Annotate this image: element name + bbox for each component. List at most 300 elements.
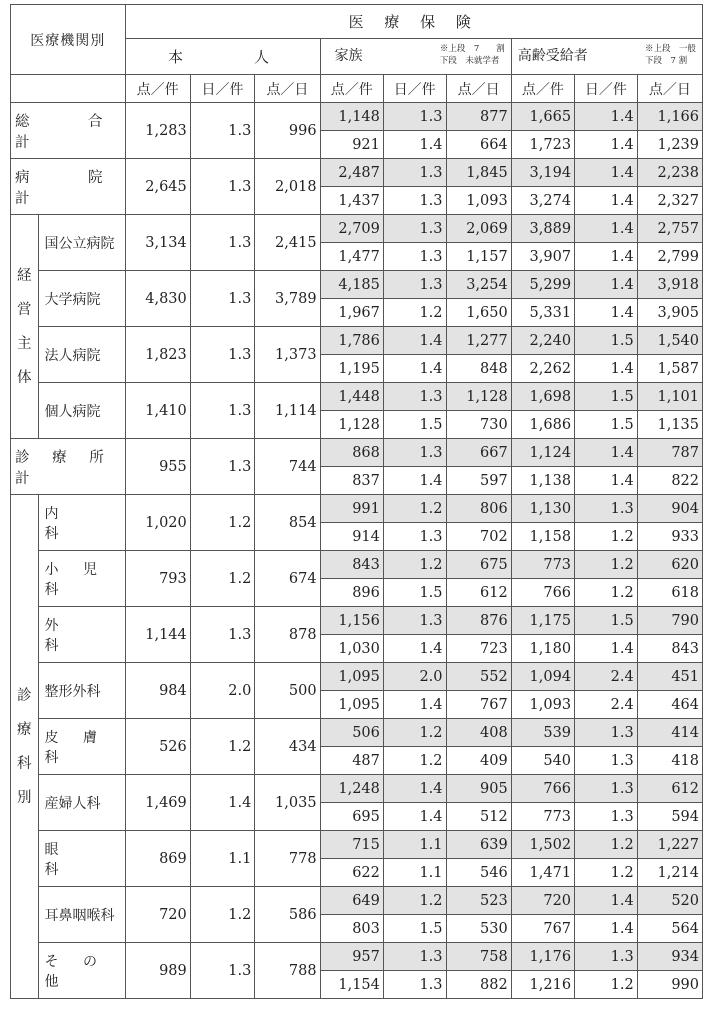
upper-value: 1.2 [383, 495, 446, 523]
lower-value: 1,471 [511, 859, 574, 887]
lower-value: 848 [446, 355, 511, 383]
koreisha-note-line2: 下段 7 割 [644, 56, 688, 66]
lower-value: 990 [637, 971, 702, 999]
upper-value: 2,069 [446, 215, 511, 243]
header-medical-insurance: 医 療 保 険 [125, 5, 702, 39]
lower-value: 1.2 [575, 859, 638, 887]
upper-value: 3,254 [446, 271, 511, 299]
lower-value: 1.3 [383, 971, 446, 999]
unit-header-cell: 日／件 [190, 75, 255, 103]
upper-value: 2,709 [320, 215, 383, 243]
upper-value: 1.3 [383, 943, 446, 971]
table-row [11, 663, 703, 691]
lower-value: 1.2 [383, 299, 446, 327]
row-label: 個人病院 [38, 383, 125, 439]
lower-value: 723 [446, 635, 511, 663]
honnin-value: 778 [255, 831, 320, 887]
row-label: 小 児 科 [38, 551, 125, 607]
upper-value: 1,166 [637, 103, 702, 131]
lower-value: 1,128 [320, 411, 383, 439]
lower-value: 695 [320, 803, 383, 831]
table-row [11, 103, 703, 131]
honnin-value: 1.3 [190, 159, 255, 215]
honnin-value: 2,645 [125, 159, 190, 215]
lower-value: 1.2 [383, 747, 446, 775]
lower-value: 512 [446, 803, 511, 831]
upper-value: 1,448 [320, 383, 383, 411]
lower-value: 1,195 [320, 355, 383, 383]
lower-value: 594 [637, 803, 702, 831]
honnin-value: 2,415 [255, 215, 320, 271]
upper-value: 1.3 [383, 215, 446, 243]
lower-value: 1,216 [511, 971, 574, 999]
lower-value: 1.3 [383, 523, 446, 551]
group-char: 営 [17, 301, 32, 318]
lower-value: 1.4 [383, 635, 446, 663]
upper-value: 2,487 [320, 159, 383, 187]
row-label: 法人病院 [38, 327, 125, 383]
upper-value: 552 [446, 663, 511, 691]
header-honnin: 本 人 [125, 39, 320, 75]
honnin-value: 2.0 [190, 663, 255, 719]
upper-value: 1.3 [575, 775, 638, 803]
group-char: 主 [17, 335, 32, 352]
row-label: 国公立病院 [38, 215, 125, 271]
upper-value: 1.4 [383, 775, 446, 803]
lower-value: 1.4 [575, 243, 638, 271]
group-char: 療 [17, 721, 32, 738]
unit-header-cell: 日／件 [575, 75, 638, 103]
honnin-value: 1,020 [125, 495, 190, 551]
upper-value: 4,185 [320, 271, 383, 299]
table-row [11, 159, 703, 187]
table-row [11, 719, 703, 747]
upper-value: 1.4 [575, 271, 638, 299]
lower-value: 702 [446, 523, 511, 551]
upper-value: 758 [446, 943, 511, 971]
upper-value: 523 [446, 887, 511, 915]
upper-value: 2.0 [383, 663, 446, 691]
lower-value: 622 [320, 859, 383, 887]
lower-value: 1.2 [575, 971, 638, 999]
header-row-1 [11, 5, 703, 39]
upper-value: 934 [637, 943, 702, 971]
honnin-value: 1.3 [190, 607, 255, 663]
upper-value: 1.2 [383, 551, 446, 579]
upper-value: 720 [511, 887, 574, 915]
row-label: 診 療 所 計 [11, 439, 126, 495]
table-row [11, 271, 703, 299]
upper-value: 620 [637, 551, 702, 579]
upper-value: 1,101 [637, 383, 702, 411]
upper-value: 1.3 [383, 103, 446, 131]
honnin-value: 1.2 [190, 887, 255, 943]
lower-value: 5,331 [511, 299, 574, 327]
upper-value: 506 [320, 719, 383, 747]
lower-value: 1,477 [320, 243, 383, 271]
lower-value: 843 [637, 635, 702, 663]
upper-value: 1.2 [575, 831, 638, 859]
header-units-row [11, 75, 703, 103]
upper-value: 1,845 [446, 159, 511, 187]
honnin-value: 1.3 [190, 103, 255, 159]
table-row [11, 439, 703, 467]
table-row [11, 215, 703, 243]
upper-value: 1,502 [511, 831, 574, 859]
koreisha-label: 高齢受給者 [517, 48, 588, 64]
upper-value: 843 [320, 551, 383, 579]
table-row [11, 607, 703, 635]
honnin-value: 1,114 [255, 383, 320, 439]
lower-value: 1,723 [511, 131, 574, 159]
lower-value: 409 [446, 747, 511, 775]
lower-value: 1,093 [446, 187, 511, 215]
upper-value: 1,227 [637, 831, 702, 859]
honnin-value: 788 [255, 943, 320, 999]
header-koreisha [511, 39, 702, 75]
medical-stats-table-container [10, 4, 703, 999]
lower-value: 3,905 [637, 299, 702, 327]
lower-value: 530 [446, 915, 511, 943]
lower-value: 1.3 [575, 747, 638, 775]
upper-value: 1.3 [575, 719, 638, 747]
table-row [11, 887, 703, 915]
honnin-value: 1,823 [125, 327, 190, 383]
table-row [11, 495, 703, 523]
lower-value: 1.4 [575, 915, 638, 943]
lower-value: 1.2 [575, 523, 638, 551]
upper-value: 876 [446, 607, 511, 635]
lower-value: 766 [511, 579, 574, 607]
lower-value: 2,327 [637, 187, 702, 215]
upper-value: 766 [511, 775, 574, 803]
medical-stats-table [10, 4, 703, 999]
lower-value: 1.4 [575, 299, 638, 327]
lower-value: 546 [446, 859, 511, 887]
upper-value: 1.3 [383, 439, 446, 467]
lower-value: 767 [446, 691, 511, 719]
honnin-value: 1.3 [190, 271, 255, 327]
upper-value: 1,698 [511, 383, 574, 411]
lower-value: 1,239 [637, 131, 702, 159]
honnin-value: 1.3 [190, 215, 255, 271]
upper-value: 2,238 [637, 159, 702, 187]
lower-value: 1,154 [320, 971, 383, 999]
units-blank-cell [11, 75, 126, 103]
upper-value: 773 [511, 551, 574, 579]
upper-value: 1,094 [511, 663, 574, 691]
upper-value: 414 [637, 719, 702, 747]
kazoku-note [440, 43, 505, 67]
honnin-value: 989 [125, 943, 190, 999]
upper-value: 806 [446, 495, 511, 523]
lower-value: 1.5 [383, 411, 446, 439]
lower-value: 1.4 [575, 467, 638, 495]
upper-value: 3,194 [511, 159, 574, 187]
lower-value: 1.4 [383, 691, 446, 719]
lower-value: 1,095 [320, 691, 383, 719]
upper-value: 1.4 [575, 159, 638, 187]
honnin-value: 500 [255, 663, 320, 719]
upper-value: 715 [320, 831, 383, 859]
row-label: 耳鼻咽喉科 [38, 887, 125, 943]
honnin-value: 1.2 [190, 551, 255, 607]
upper-value: 904 [637, 495, 702, 523]
upper-value: 1,148 [320, 103, 383, 131]
honnin-value: 674 [255, 551, 320, 607]
upper-value: 1.5 [575, 607, 638, 635]
honnin-value: 996 [255, 103, 320, 159]
lower-value: 1,157 [446, 243, 511, 271]
upper-value: 451 [637, 663, 702, 691]
honnin-value: 1,469 [125, 775, 190, 831]
lower-value: 1,214 [637, 859, 702, 887]
kazoku-note-line2: 下段 未就学者 [439, 56, 500, 66]
lower-value: 1,158 [511, 523, 574, 551]
table-row [11, 383, 703, 411]
kazoku-note-line1: ※上段 7 割 [439, 44, 505, 54]
table-row [11, 775, 703, 803]
lower-value: 1.4 [383, 803, 446, 831]
upper-value: 1.3 [383, 383, 446, 411]
lower-value: 1,650 [446, 299, 511, 327]
upper-value: 1.4 [575, 215, 638, 243]
upper-value: 1,277 [446, 327, 511, 355]
upper-value: 1.3 [383, 607, 446, 635]
upper-value: 612 [637, 775, 702, 803]
group-label-keiei [11, 215, 39, 439]
lower-value: 1.3 [575, 803, 638, 831]
row-label: 病 院 計 [11, 159, 126, 215]
lower-value: 803 [320, 915, 383, 943]
honnin-value: 1,144 [125, 607, 190, 663]
lower-value: 1.5 [575, 411, 638, 439]
honnin-value: 1,283 [125, 103, 190, 159]
lower-value: 1.4 [383, 467, 446, 495]
koreisha-note [645, 43, 696, 67]
upper-value: 520 [637, 887, 702, 915]
upper-value: 408 [446, 719, 511, 747]
upper-value: 2,757 [637, 215, 702, 243]
honnin-value: 1,410 [125, 383, 190, 439]
upper-value: 1,156 [320, 607, 383, 635]
upper-value: 1.3 [383, 159, 446, 187]
upper-value: 1,176 [511, 943, 574, 971]
lower-value: 3,274 [511, 187, 574, 215]
lower-value: 618 [637, 579, 702, 607]
lower-value: 540 [511, 747, 574, 775]
upper-value: 1.4 [575, 887, 638, 915]
lower-value: 882 [446, 971, 511, 999]
unit-header-cell: 点／件 [125, 75, 190, 103]
lower-value: 597 [446, 467, 511, 495]
lower-value: 1,437 [320, 187, 383, 215]
lower-value: 1,138 [511, 467, 574, 495]
upper-value: 1.5 [575, 327, 638, 355]
lower-value: 2,799 [637, 243, 702, 271]
honnin-value: 586 [255, 887, 320, 943]
lower-value: 2,262 [511, 355, 574, 383]
lower-value: 1,967 [320, 299, 383, 327]
lower-value: 1.5 [383, 915, 446, 943]
upper-value: 1.2 [383, 887, 446, 915]
lower-value: 3,907 [511, 243, 574, 271]
lower-value: 564 [637, 915, 702, 943]
honnin-value: 434 [255, 719, 320, 775]
lower-value: 1.4 [383, 131, 446, 159]
upper-value: 1.5 [575, 383, 638, 411]
honnin-value: 4,830 [125, 271, 190, 327]
upper-value: 639 [446, 831, 511, 859]
unit-header-cell: 点／件 [511, 75, 574, 103]
lower-value: 418 [637, 747, 702, 775]
honnin-value: 1.1 [190, 831, 255, 887]
upper-value: 3,889 [511, 215, 574, 243]
upper-value: 1,175 [511, 607, 574, 635]
honnin-value: 793 [125, 551, 190, 607]
lower-value: 1.2 [575, 579, 638, 607]
group-char: 科 [17, 755, 32, 772]
upper-value: 1.4 [575, 439, 638, 467]
upper-value: 1,540 [637, 327, 702, 355]
upper-value: 1.2 [575, 551, 638, 579]
lower-value: 921 [320, 131, 383, 159]
group-char: 診 [17, 687, 32, 704]
lower-value: 464 [637, 691, 702, 719]
lower-value: 896 [320, 579, 383, 607]
row-label: 眼 科 [38, 831, 125, 887]
lower-value: 837 [320, 467, 383, 495]
lower-value: 1,587 [637, 355, 702, 383]
upper-value: 905 [446, 775, 511, 803]
group-char: 体 [17, 369, 32, 386]
lower-value: 1,030 [320, 635, 383, 663]
lower-value: 1,135 [637, 411, 702, 439]
honnin-value: 1.2 [190, 495, 255, 551]
row-label: 外 科 [38, 607, 125, 663]
lower-value: 612 [446, 579, 511, 607]
honnin-value: 878 [255, 607, 320, 663]
upper-value: 1.3 [575, 943, 638, 971]
unit-header-cell: 点／日 [637, 75, 702, 103]
upper-value: 649 [320, 887, 383, 915]
upper-value: 1.4 [383, 327, 446, 355]
upper-value: 868 [320, 439, 383, 467]
upper-value: 991 [320, 495, 383, 523]
table-row [11, 327, 703, 355]
lower-value: 1.3 [383, 243, 446, 271]
honnin-value: 854 [255, 495, 320, 551]
upper-value: 787 [637, 439, 702, 467]
row-label: 大学病院 [38, 271, 125, 327]
unit-header-cell: 点／日 [446, 75, 511, 103]
group-label-shinryo [11, 495, 39, 999]
lower-value: 1.4 [575, 355, 638, 383]
honnin-value: 1.2 [190, 719, 255, 775]
upper-value: 1,665 [511, 103, 574, 131]
unit-header-cell: 日／件 [383, 75, 446, 103]
lower-value: 1,686 [511, 411, 574, 439]
upper-value: 1.3 [383, 271, 446, 299]
lower-value: 914 [320, 523, 383, 551]
honnin-value: 955 [125, 439, 190, 495]
lower-value: 730 [446, 411, 511, 439]
upper-value: 957 [320, 943, 383, 971]
row-label: 総 合 計 [11, 103, 126, 159]
header-facility-type: 医療機関別 [11, 5, 126, 75]
table-row [11, 551, 703, 579]
upper-value: 2.4 [575, 663, 638, 691]
upper-value: 1.2 [383, 719, 446, 747]
lower-value: 822 [637, 467, 702, 495]
upper-value: 1,095 [320, 663, 383, 691]
lower-value: 1.3 [383, 187, 446, 215]
honnin-value: 1.4 [190, 775, 255, 831]
upper-value: 667 [446, 439, 511, 467]
upper-value: 877 [446, 103, 511, 131]
lower-value: 1.4 [575, 131, 638, 159]
group-char: 別 [17, 789, 32, 806]
upper-value: 3,918 [637, 271, 702, 299]
upper-value: 790 [637, 607, 702, 635]
honnin-value: 984 [125, 663, 190, 719]
lower-value: 1.4 [575, 635, 638, 663]
table-row [11, 831, 703, 859]
lower-value: 1.4 [575, 187, 638, 215]
upper-value: 1,786 [320, 327, 383, 355]
upper-value: 1,128 [446, 383, 511, 411]
upper-value: 675 [446, 551, 511, 579]
honnin-value: 3,134 [125, 215, 190, 271]
honnin-value: 1,373 [255, 327, 320, 383]
row-label: 内 科 [38, 495, 125, 551]
group-char: 経 [17, 267, 32, 284]
lower-value: 1.5 [383, 579, 446, 607]
honnin-value: 744 [255, 439, 320, 495]
lower-value: 1,180 [511, 635, 574, 663]
upper-value: 539 [511, 719, 574, 747]
row-label: 皮 膚 科 [38, 719, 125, 775]
honnin-value: 1.3 [190, 439, 255, 495]
upper-value: 5,299 [511, 271, 574, 299]
upper-value: 1,248 [320, 775, 383, 803]
honnin-value: 526 [125, 719, 190, 775]
lower-value: 487 [320, 747, 383, 775]
upper-value: 1.4 [575, 103, 638, 131]
upper-value: 1.3 [575, 495, 638, 523]
lower-value: 1.4 [383, 355, 446, 383]
honnin-value: 1,035 [255, 775, 320, 831]
lower-value: 1.1 [383, 859, 446, 887]
unit-header-cell: 点／日 [255, 75, 320, 103]
honnin-value: 720 [125, 887, 190, 943]
lower-value: 664 [446, 131, 511, 159]
honnin-value: 2,018 [255, 159, 320, 215]
honnin-value: 1.3 [190, 383, 255, 439]
upper-value: 1,130 [511, 495, 574, 523]
lower-value: 773 [511, 803, 574, 831]
lower-value: 1,093 [511, 691, 574, 719]
honnin-value: 1.3 [190, 943, 255, 999]
kazoku-label: 家族 [334, 48, 363, 64]
lower-value: 767 [511, 915, 574, 943]
row-label: 産婦人科 [38, 775, 125, 831]
lower-value: 933 [637, 523, 702, 551]
upper-value: 1,124 [511, 439, 574, 467]
unit-header-cell: 点／件 [320, 75, 383, 103]
header-kazoku [320, 39, 511, 75]
row-label: 整形外科 [38, 663, 125, 719]
